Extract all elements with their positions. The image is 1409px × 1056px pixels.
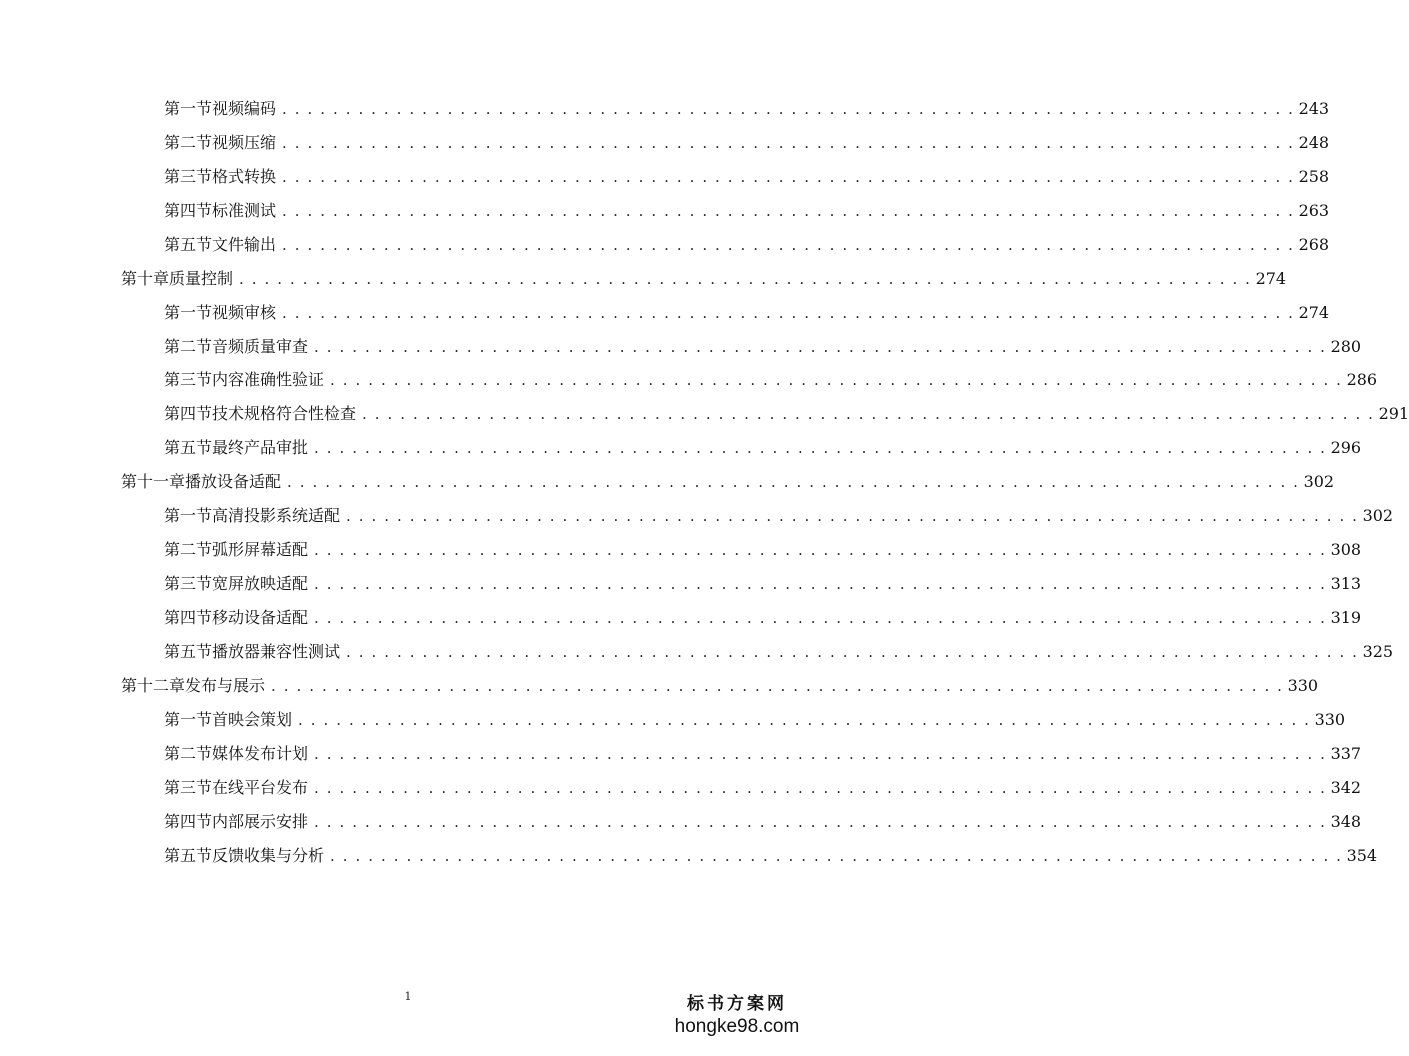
toc-chapter-entry[interactable] bbox=[0, 669, 1319, 703]
toc-entry-title: 质量控制 bbox=[169, 268, 234, 288]
toc-section-entry[interactable] bbox=[0, 296, 1330, 330]
toc-entry-number: 第三节 bbox=[164, 574, 213, 594]
toc-dot-leader: . . . . . . . . . . . . . . . . . . . . . . . . . . . . . . . . . . . . . . . . . . . . . . . . . . . . . . . . . . . . . . . . . . . . . . . . . . . . . . . . bbox=[346, 507, 1359, 526]
toc-entry-number: 第五节 bbox=[164, 438, 213, 458]
toc-entry-title: 内部展示安排 bbox=[212, 811, 309, 831]
toc-entry-title: 首映会策划 bbox=[212, 709, 293, 729]
toc-dot-leader: . . . . . . . . . . . . . . . . . . . . . . . . . . . . . . . . . . . . . . . . . . . . . . . . . . . . . . . . . . . . . . . . . . . . . . . . . . . . . . . . bbox=[314, 609, 1327, 628]
toc-entry-page: 308 bbox=[1330, 540, 1362, 560]
toc-entry-title: 反馈收集与分析 bbox=[212, 845, 325, 865]
toc-section-entry[interactable] bbox=[0, 703, 1346, 737]
toc-dot-leader: . . . . . . . . . . . . . . . . . . . . . . . . . . . . . . . . . . . . . . . . . . . . . . . . . . . . . . . . . . . . . . . . . . . . . . . . . . . . . . . . bbox=[282, 167, 1295, 186]
toc-dot-leader: . . . . . . . . . . . . . . . . . . . . . . . . . . . . . . . . . . . . . . . . . . . . . . . . . . . . . . . . . . . . . . . . . . . . . . . . . . . . . . . . bbox=[330, 371, 1343, 390]
toc-entry-line bbox=[164, 132, 1330, 153]
toc-dot-leader: . . . . . . . . . . . . . . . . . . . . . . . . . . . . . . . . . . . . . . . . . . . . . . . . . . . . . . . . . . . . . . . . . . . . . . . . . . . . . . . . bbox=[239, 269, 1252, 288]
toc-entry-line bbox=[164, 845, 1378, 866]
toc-entry-number: 第四节 bbox=[164, 404, 213, 424]
toc-section-entry[interactable] bbox=[0, 839, 1378, 873]
watermark-name: 标书方案网 bbox=[687, 994, 787, 1014]
toc-dot-leader: . . . . . . . . . . . . . . . . . . . . . . . . . . . . . . . . . . . . . . . . . . . . . . . . . . . . . . . . . . . . . . . . . . . . . . . . . . . . . . . . bbox=[314, 337, 1327, 356]
toc-dot-leader: . . . . . . . . . . . . . . . . . . . . . . . . . . . . . . . . . . . . . . . . . . . . . . . . . . . . . . . . . . . . . . . . . . . . . . . . . . . . . . . . bbox=[271, 676, 1284, 695]
toc-entry-title: 视频审核 bbox=[212, 302, 277, 322]
toc-entry-page: 263 bbox=[1298, 200, 1330, 220]
toc-entry-page: 286 bbox=[1346, 370, 1378, 390]
toc-entry-page: 248 bbox=[1298, 132, 1330, 152]
toc-entry-page: 354 bbox=[1346, 845, 1378, 865]
toc-dot-leader: . . . . . . . . . . . . . . . . . . . . . . . . . . . . . . . . . . . . . . . . . . . . . . . . . . . . . . . . . . . . . . . . . . . . . . . . . . . . . . . . bbox=[282, 133, 1295, 152]
toc-entry-line bbox=[164, 540, 1362, 560]
toc-section-entry[interactable] bbox=[0, 160, 1330, 194]
toc-entry-title: 移动设备适配 bbox=[212, 608, 309, 628]
toc-section-entry[interactable] bbox=[0, 397, 1409, 431]
toc-section-entry[interactable] bbox=[0, 92, 1330, 126]
toc-entry-number: 第三节 bbox=[164, 166, 213, 186]
toc-entry-page: 280 bbox=[1330, 336, 1362, 356]
page-number: 1 bbox=[404, 990, 412, 1003]
toc-dot-leader: . . . . . . . . . . . . . . . . . . . . . . . . . . . . . . . . . . . . . . . . . . . . . . . . . . . . . . . . . . . . . . . . . . . . . . . . . . . . . . . . bbox=[314, 575, 1327, 594]
toc-entry-page: 302 bbox=[1362, 506, 1394, 526]
toc-entry-line bbox=[164, 234, 1330, 255]
toc-entry-number: 第四节 bbox=[164, 200, 213, 220]
toc-entry-title: 格式转换 bbox=[212, 166, 277, 186]
toc-entry-line bbox=[164, 404, 1409, 424]
toc-entry-line bbox=[121, 472, 1335, 492]
toc-entry-title: 技术规格符合性检查 bbox=[212, 404, 357, 424]
watermark-logo bbox=[672, 989, 802, 1038]
toc-entry-page: 342 bbox=[1330, 777, 1362, 797]
toc-entry-number: 第二节 bbox=[164, 132, 213, 152]
toc-entry-number: 第五节 bbox=[164, 845, 213, 865]
toc-entry-page: 330 bbox=[1287, 675, 1319, 695]
toc-entry-page: 330 bbox=[1314, 709, 1346, 729]
toc-entry-line bbox=[164, 98, 1330, 119]
toc-entry-title: 音频质量审查 bbox=[212, 336, 309, 356]
toc-entry-title: 播放设备适配 bbox=[185, 472, 282, 492]
toc-entry-title: 媒体发布计划 bbox=[212, 743, 309, 763]
toc-section-entry[interactable] bbox=[0, 364, 1378, 398]
toc-entry-title: 视频压缩 bbox=[212, 132, 277, 152]
toc-section-entry[interactable] bbox=[0, 499, 1394, 533]
toc-section-entry[interactable] bbox=[0, 228, 1330, 262]
toc-entry-number: 第一节 bbox=[164, 302, 213, 322]
toc-entry-line bbox=[164, 777, 1362, 798]
toc-dot-leader: . . . . . . . . . . . . . . . . . . . . . . . . . . . . . . . . . . . . . . . . . . . . . . . . . . . . . . . . . . . . . . . . . . . . . . . . . . . . . . . . bbox=[282, 201, 1295, 220]
toc-entry-line bbox=[164, 709, 1346, 730]
toc-entry-page: 325 bbox=[1362, 641, 1394, 661]
toc-entry-page: 313 bbox=[1330, 574, 1362, 594]
toc-dot-leader: . . . . . . . . . . . . . . . . . . . . . . . . . . . . . . . . . . . . . . . . . . . . . . . . . . . . . . . . . . . . . . . . . . . . . . . . . . . . . . . . bbox=[330, 846, 1343, 865]
toc-entry-line bbox=[164, 574, 1362, 594]
toc-entry-number: 第一节 bbox=[164, 506, 213, 526]
toc-dot-leader: . . . . . . . . . . . . . . . . . . . . . . . . . . . . . . . . . . . . . . . . . . . . . . . . . . . . . . . . . . . . . . . . . . . . . . . . . . . . . . . . bbox=[362, 405, 1375, 424]
toc-entry-number: 第四节 bbox=[164, 811, 213, 831]
toc-chapter-entry[interactable] bbox=[0, 262, 1287, 296]
toc-dot-leader: . . . . . . . . . . . . . . . . . . . . . . . . . . . . . . . . . . . . . . . . . . . . . . . . . . . . . . . . . . . . . . . . . . . . . . . . . . . . . . . . bbox=[314, 744, 1327, 763]
toc-entry-line bbox=[121, 675, 1319, 696]
toc-dot-leader: . . . . . . . . . . . . . . . . . . . . . . . . . . . . . . . . . . . . . . . . . . . . . . . . . . . . . . . . . . . . . . . . . . . . . . . . . . . . . . . . bbox=[282, 235, 1295, 254]
toc-entry-title: 视频编码 bbox=[212, 98, 277, 118]
toc-entry-title: 宽屏放映适配 bbox=[212, 574, 309, 594]
toc-entry-line bbox=[164, 336, 1362, 357]
toc-entry-number: 第一节 bbox=[164, 98, 213, 118]
toc-section-entry[interactable] bbox=[0, 194, 1330, 228]
toc-section-entry[interactable] bbox=[0, 431, 1362, 465]
toc-entry-line bbox=[164, 608, 1362, 628]
toc-entry-page: 348 bbox=[1330, 811, 1362, 831]
toc-entry-line bbox=[164, 166, 1330, 187]
toc-dot-leader: . . . . . . . . . . . . . . . . . . . . . . . . . . . . . . . . . . . . . . . . . . . . . . . . . . . . . . . . . . . . . . . . . . . . . . . . . . . . . . . . bbox=[282, 303, 1295, 322]
toc-dot-leader: . . . . . . . . . . . . . . . . . . . . . . . . . . . . . . . . . . . . . . . . . . . . . . . . . . . . . . . . . . . . . . . . . . . . . . . . . . . . . . . . bbox=[314, 439, 1327, 458]
table-of-contents bbox=[0, 92, 1409, 873]
toc-entry-title: 标准测试 bbox=[212, 200, 277, 220]
toc-entry-page: 291 bbox=[1378, 404, 1409, 424]
toc-section-entry[interactable] bbox=[0, 601, 1362, 635]
toc-entry-line bbox=[121, 268, 1287, 289]
toc-entry-page: 258 bbox=[1298, 166, 1330, 186]
toc-entry-line bbox=[164, 743, 1362, 764]
toc-chapter-entry[interactable] bbox=[0, 465, 1335, 499]
toc-entry-line bbox=[164, 506, 1394, 526]
toc-entry-number: 第四节 bbox=[164, 608, 213, 628]
toc-entry-number: 第三节 bbox=[164, 777, 213, 797]
toc-entry-page: 274 bbox=[1298, 302, 1330, 322]
toc-dot-leader: . . . . . . . . . . . . . . . . . . . . . . . . . . . . . . . . . . . . . . . . . . . . . . . . . . . . . . . . . . . . . . . . . . . . . . . . . . . . . . . . bbox=[282, 99, 1295, 118]
toc-entry-number: 第五节 bbox=[164, 641, 213, 661]
toc-dot-leader: . . . . . . . . . . . . . . . . . . . . . . . . . . . . . . . . . . . . . . . . . . . . . . . . . . . . . . . . . . . . . . . . . . . . . . . . . . . . . . . . bbox=[287, 473, 1300, 492]
toc-entry-page: 337 bbox=[1330, 743, 1362, 763]
toc-entry-title: 内容准确性验证 bbox=[212, 370, 325, 390]
toc-entry-number: 第一节 bbox=[164, 709, 213, 729]
toc-entry-number: 第五节 bbox=[164, 234, 213, 254]
toc-entry-line bbox=[164, 302, 1330, 323]
toc-dot-leader: . . . . . . . . . . . . . . . . . . . . . . . . . . . . . . . . . . . . . . . . . . . . . . . . . . . . . . . . . . . . . . . . . . . . . . . . . . . . . . . . bbox=[314, 778, 1327, 797]
toc-entry-number: 第二节 bbox=[164, 336, 213, 356]
toc-entry-page: 274 bbox=[1255, 268, 1287, 288]
toc-entry-title: 播放器兼容性测试 bbox=[212, 641, 341, 661]
toc-entry-title: 在线平台发布 bbox=[212, 777, 309, 797]
toc-entry-line bbox=[164, 438, 1362, 458]
toc-section-entry[interactable] bbox=[0, 126, 1330, 160]
toc-entry-title: 文件输出 bbox=[212, 234, 277, 254]
toc-entry-title: 发布与展示 bbox=[185, 675, 266, 695]
toc-entry-page: 243 bbox=[1298, 98, 1330, 118]
toc-dot-leader: . . . . . . . . . . . . . . . . . . . . . . . . . . . . . . . . . . . . . . . . . . . . . . . . . . . . . . . . . . . . . . . . . . . . . . . . . . . . . . . . bbox=[298, 710, 1311, 729]
toc-entry-line bbox=[164, 811, 1362, 832]
toc-section-entry[interactable] bbox=[0, 805, 1362, 839]
watermark-url: hongke98.com bbox=[674, 1016, 800, 1037]
toc-section-entry[interactable] bbox=[0, 737, 1362, 771]
toc-section-entry[interactable] bbox=[0, 533, 1362, 567]
toc-entry-line bbox=[164, 641, 1394, 662]
toc-entry-number: 第十二章 bbox=[121, 675, 186, 695]
toc-entry-number: 第二节 bbox=[164, 743, 213, 763]
toc-entry-page: 268 bbox=[1298, 234, 1330, 254]
toc-section-entry[interactable] bbox=[0, 330, 1362, 364]
toc-entry-line bbox=[164, 200, 1330, 221]
toc-entry-title: 最终产品审批 bbox=[212, 438, 309, 458]
toc-entry-title: 高清投影系统适配 bbox=[212, 506, 341, 526]
toc-section-entry[interactable] bbox=[0, 771, 1362, 805]
toc-section-entry[interactable] bbox=[0, 567, 1362, 601]
toc-entry-number: 第二节 bbox=[164, 540, 213, 560]
toc-section-entry[interactable] bbox=[0, 635, 1394, 669]
toc-entry-number: 第十一章 bbox=[121, 472, 186, 492]
toc-dot-leader: . . . . . . . . . . . . . . . . . . . . . . . . . . . . . . . . . . . . . . . . . . . . . . . . . . . . . . . . . . . . . . . . . . . . . . . . . . . . . . . . bbox=[314, 541, 1327, 560]
toc-entry-page: 296 bbox=[1330, 438, 1362, 458]
toc-entry-page: 319 bbox=[1330, 608, 1362, 628]
toc-entry-title: 弧形屏幕适配 bbox=[212, 540, 309, 560]
toc-entry-page: 302 bbox=[1303, 472, 1335, 492]
toc-entry-line bbox=[164, 370, 1378, 390]
toc-entry-number: 第十章 bbox=[121, 268, 170, 288]
toc-dot-leader: . . . . . . . . . . . . . . . . . . . . . . . . . . . . . . . . . . . . . . . . . . . . . . . . . . . . . . . . . . . . . . . . . . . . . . . . . . . . . . . . bbox=[346, 642, 1359, 661]
toc-entry-number: 第三节 bbox=[164, 370, 213, 390]
toc-dot-leader: . . . . . . . . . . . . . . . . . . . . . . . . . . . . . . . . . . . . . . . . . . . . . . . . . . . . . . . . . . . . . . . . . . . . . . . . . . . . . . . . bbox=[314, 812, 1327, 831]
